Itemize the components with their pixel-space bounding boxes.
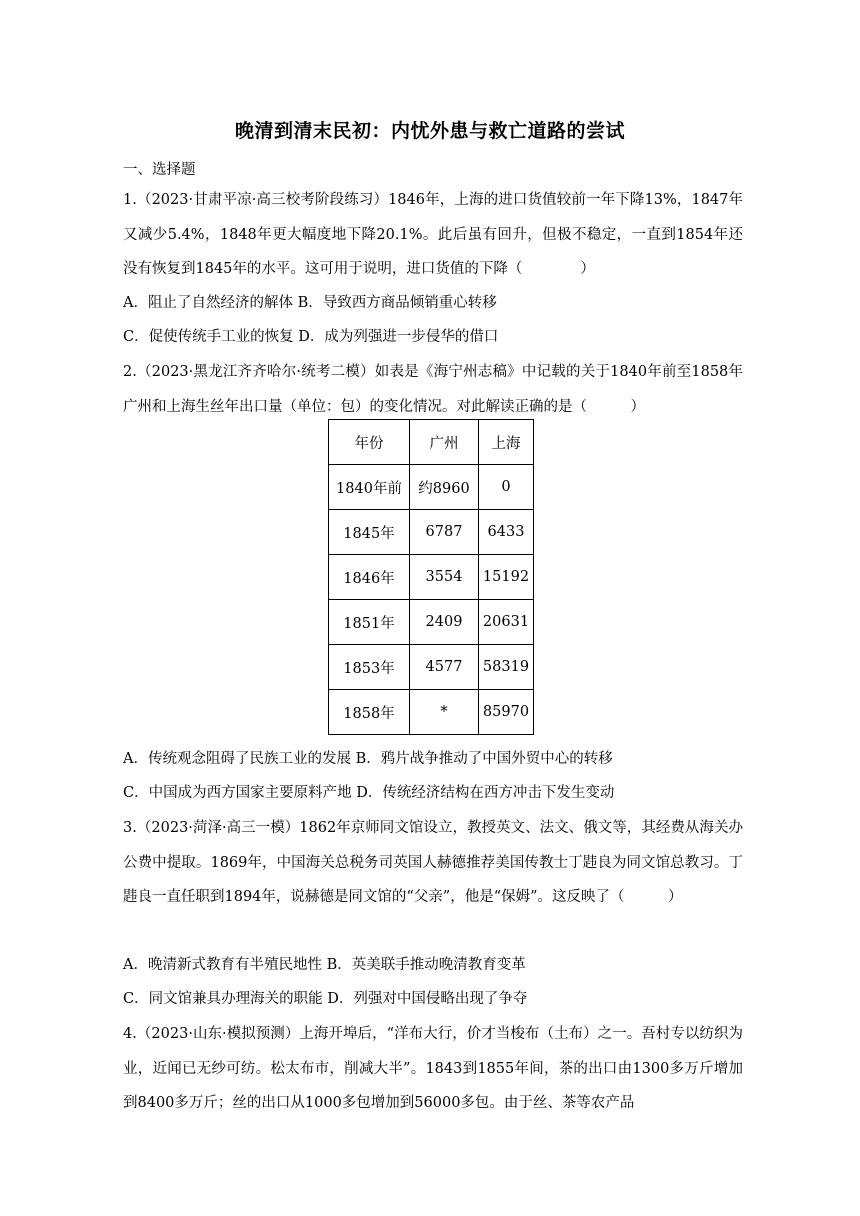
table-cell: 1853年 (329, 645, 410, 690)
table-cell: 1846年 (329, 555, 410, 600)
table-cell: 4577 (410, 645, 479, 690)
question-2-stem: 2.（2023·黑龙江齐齐哈尔·统考二模）如表是《海宁州志稿》中记载的关于1840年前至1858年广州和上海生丝年出口量（单位：包）的变化情况。对此解读正确的是（ ） (123, 364, 743, 415)
table-cell: 2409 (410, 600, 479, 645)
section-heading: 一、选择题 (123, 162, 196, 178)
page-title: 晚清到清末民初：内忧外患与救亡道路的尝试 (234, 120, 625, 142)
question-3-options-cd: C．同文馆兼具办理海关的职能 D．列强对中国侵略出现了争夺 (123, 991, 528, 1007)
question-3-stem: 3.（2023·菏泽·高三一模）1862年京师同文馆设立，教授英文、法文、俄文等，其经费从海关办公费中提取。1869年，中国海关总税务司英国人赫德推荐美国传教士丁韪良为同文馆总教习。丁韪良一直任职到1894年，说赫德是同文馆的“父亲”，他是“保姆”。这反映了（ ） (123, 820, 743, 905)
table-row (329, 465, 534, 510)
table-cell: 58319 (479, 645, 534, 690)
silk-export-table (328, 419, 534, 735)
table-row (329, 645, 534, 690)
question-1-stem: 1.（2023·甘肃平凉·高三校考阶段练习）1846年，上海的进口货值较前一年下降13%，1847年又减少5.4%，1848年更大幅度地下降20.1%。此后虽有回升，但极不稳定，一直到1854年还没有恢复到1845年的水平。这可用于说明，进口货值的下降（ ） (123, 192, 743, 277)
table-row (329, 690, 534, 735)
table-header-cell: 广州 (410, 420, 479, 465)
table-cell: 85970 (479, 690, 534, 735)
table-cell: 1851年 (329, 600, 410, 645)
question-3-options-ab: A．晚清新式教育有半殖民地性 B．英美联手推动晚清教育变革 (123, 957, 526, 973)
table-cell: 15192 (479, 555, 534, 600)
table-cell: 1858年 (329, 690, 410, 735)
table-header-cell: 年份 (329, 420, 410, 465)
table-cell: 6787 (410, 510, 479, 555)
table-header-cell: 上海 (479, 420, 534, 465)
table-cell: 1845年 (329, 510, 410, 555)
table-cell: 0 (479, 465, 534, 510)
table-row (329, 555, 534, 600)
table-row (329, 600, 534, 645)
table-header-row (329, 420, 534, 465)
table-row (329, 510, 534, 555)
table-cell: 约8960 (410, 465, 479, 510)
table-cell: 20631 (479, 600, 534, 645)
question-4-stem: 4.（2023·山东·模拟预测）上海开埠后，“洋布大行，价才当梭布（土布）之一。吾村专以纺织为业，近闻已无纱可纺。松太布市，削减大半”。1843到1855年间，茶的出口由1300多万斤增加到8400多万斤；丝的出口从1000多包增加到56000多包。由于丝、茶等农产品 (123, 1026, 743, 1111)
question-2-options-cd: C．中国成为西方国家主要原料产地 D．传统经济结构在西方冲击下发生变动 (123, 785, 615, 801)
question-1-options-ab: A．阻止了自然经济的解体 B．导致西方商品倾销重心转移 (123, 295, 497, 311)
question-2-options-ab: A．传统观念阻碍了民族工业的发展 B．鸦片战争推动了中国外贸中心的转移 (123, 751, 613, 767)
table-cell: 3554 (410, 555, 479, 600)
question-1-options-cd: C．促使传统手工业的恢复 D．成为列强进一步侵华的借口 (123, 329, 499, 345)
table-cell: 6433 (479, 510, 534, 555)
table-cell: 1840年前 (329, 465, 410, 510)
table-cell: * (410, 690, 479, 735)
